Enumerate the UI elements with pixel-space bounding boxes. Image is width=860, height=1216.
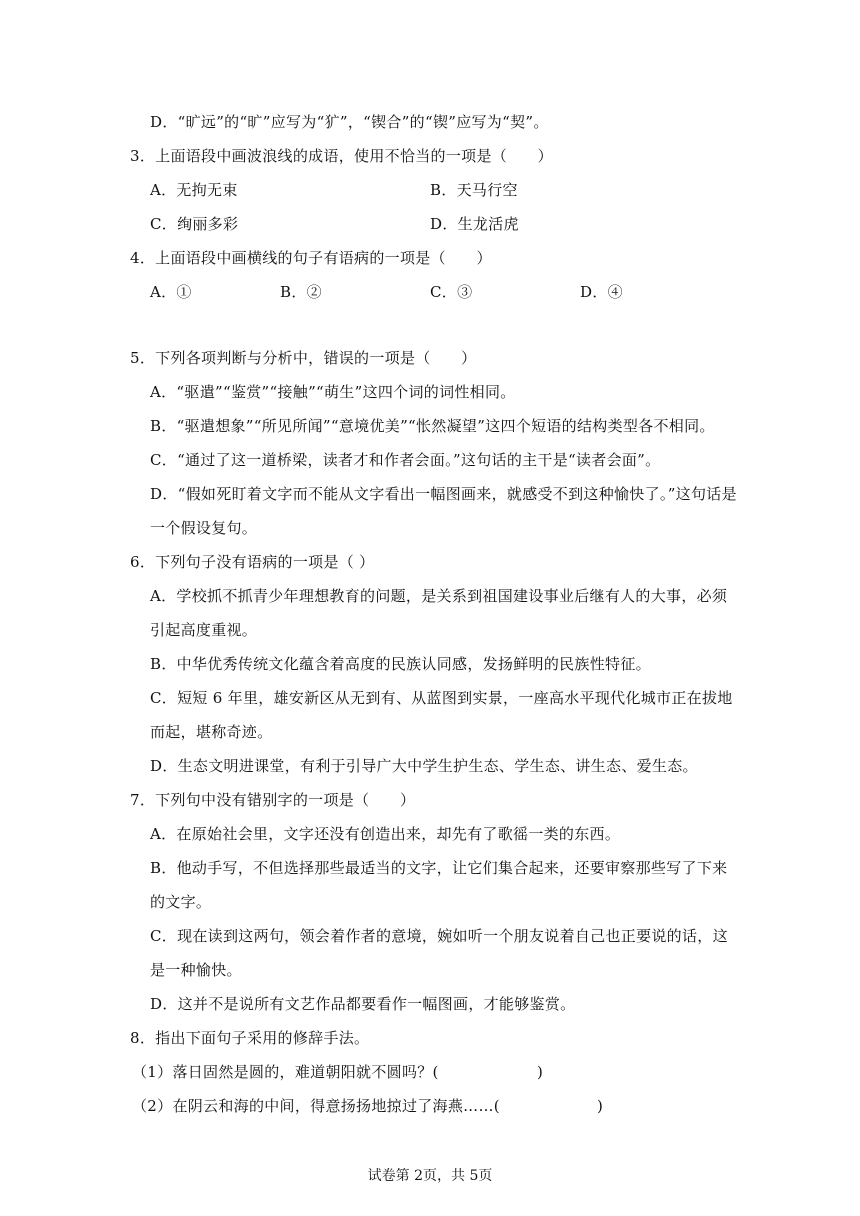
q6-option-d: D．生态文明进课堂，有利于引导广大中学生护生态、学生态、讲生态、爱生态。 [150,757,698,775]
q8-stem: 8．指出下面句子采用的修辞手法。 [130,1029,370,1047]
q3-stem: 3．上面语段中画波浪线的成语，使用不恰当的一项是（ ） [130,147,553,165]
q3-option-c: C．绚丽多彩 [150,215,239,233]
q7-option-c-line2: 是一种愉快。 [150,961,242,979]
q8-item2-text: （2）在阴云和海的中间，得意扬扬地掠过了海燕……( [132,1097,500,1115]
q3-option-a: A．无拘无束 [150,181,238,199]
q5-option-d-line2: 一个假设复句。 [150,519,258,537]
q8-item1-close: ) [537,1063,544,1081]
q3-option-b: B．天马行空 [430,181,518,199]
q5-option-c: C．“通过了这一道桥梁，读者才和作者会面。”这句话的主干是“读者会面”。 [150,451,661,469]
q7-option-b-line1: B．他动手写，不但选择那些最适当的文字，让它们集合起来，还要审察那些写了下来 [150,859,728,877]
q6-option-c-line2: 而起，堪称奇迹。 [150,723,273,741]
q6-option-c-line1: C．短短 6 年里，雄安新区从无到有、从蓝图到实景，一座高水平现代化城市正在拔地 [150,689,733,707]
q4-option-a: A．① [150,283,192,301]
page-number-footer: 试卷第 2页，共 5页 [367,1168,493,1184]
q6-option-b: B．中华优秀传统文化蕴含着高度的民族认同感，发扬鲜明的民族性特征。 [150,655,651,673]
q8-item1-text: （1）落日固然是圆的，难道朝阳就不圆吗？( [132,1063,439,1081]
q7-stem: 7．下列句中没有错别字的一项是（ ） [130,791,416,809]
q4-stem: 4．上面语段中画横线的句子有语病的一项是（ ） [130,249,492,267]
q5-option-a: A．“驱遣”“鉴赏”“接触”“萌生”这四个词的词性相同。 [150,383,516,401]
q7-option-c-line1: C．现在读到这两句，领会着作者的意境，婉如听一个朋友说着自己也正要说的话，这 [150,927,728,945]
q6-option-a-line1: A．学校抓不抓青少年理想教育的问题，是关系到祖国建设事业后继有人的大事，必须 [150,587,728,605]
q5-option-d-line1: D．“假如死盯着文字而不能从文字看出一幅图画来，就感受不到这种愉快了。”这句话是 [150,485,737,503]
q7-option-a: A．在原始社会里，文字还没有创造出来，却先有了歌徭一类的东西。 [150,825,621,843]
q4-option-b: B．② [280,283,322,301]
q8-item2-close: ) [597,1097,604,1115]
q7-option-d: D．这并不是说所有文艺作品都要看作一幅图画，才能够鉴赏。 [150,995,576,1013]
q5-option-b: B．“驱遣想象”“所见所闻”“意境优美”“怅然凝望”这四个短语的结构类型各不相同。 [150,417,715,435]
q3-option-d: D．生龙活虎 [430,215,519,233]
q7-option-b-line2: 的文字。 [150,893,212,911]
q6-stem: 6．下列句子没有语病的一项是（ ） [130,553,375,571]
q6-option-a-line2: 引起高度重视。 [150,621,258,639]
q4-option-d: D．④ [580,283,623,301]
q2-option-d: D．“旷远”的“旷”应写为“犷”，“锲合”的“锲”应写为“契”。 [150,113,549,131]
q5-stem: 5．下列各项判断与分析中，错误的一项是（ ） [130,349,477,367]
q4-option-c: C．③ [430,283,473,301]
